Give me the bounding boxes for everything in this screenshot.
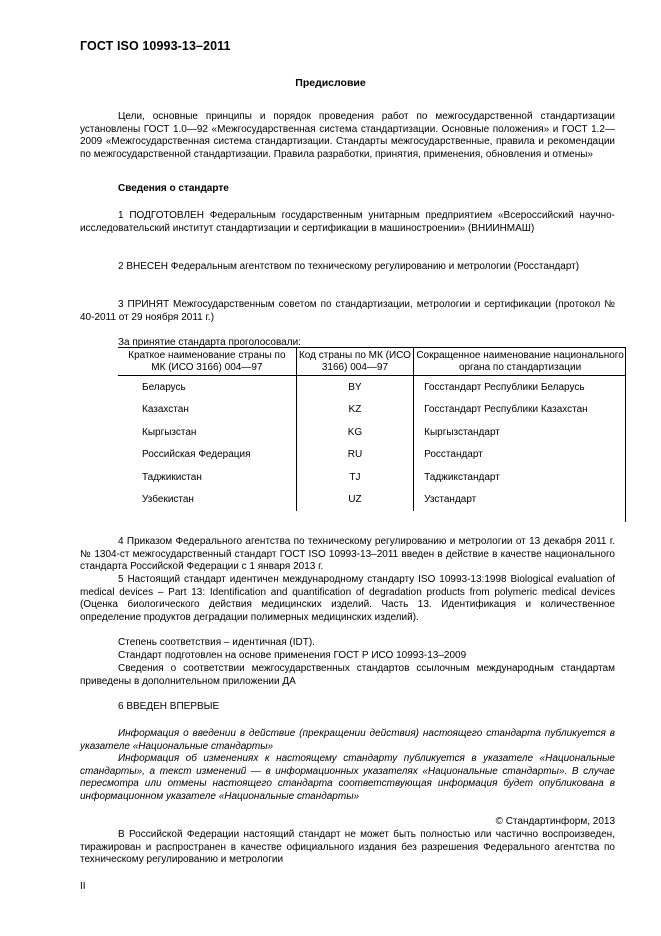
info-introduction: Информация о введении в действие (прекращении действия) настоящего стандарта публикуется в указателе «Национальные стандарты»: [80, 728, 615, 752]
cell-code: UZ: [296, 489, 413, 512]
table-row: [118, 399, 626, 422]
cell-body: Кыргызстандарт: [414, 421, 626, 444]
item-3-adopted: 3 ПРИНЯТ Межгосударственным советом по стандартизации, метрологии и сертификации (протокол № 40-2011 от 29 ноября 2011 г.): [80, 299, 615, 323]
copyright-notice: © Стандартинформ, 2013: [495, 816, 615, 827]
voting-countries-table: [118, 347, 626, 511]
item-4-order: 4 Приказом Федерального агентства по техническому регулированию и метрологии от 13 декабря 2011 г. № 1304-ст межгосударственный стандарт ГОСТ ISO 10993-13–2011 введен в действие в качестве национального стандарта Российской Федерации с 1 января 2013 г.: [80, 536, 615, 573]
item-1-prepared: 1 ПОДГОТОВЛЕН Федеральным государственным унитарным предприятием «Всероссийский научно-исследовательский институт стандартизации и сертификации в машиностроении» (ВНИИНМАШ): [80, 210, 615, 234]
vote-caption: За принятие стандарта проголосовали:: [118, 337, 301, 348]
degree-of-conformity: Степень соответствия – идентичная (IDT).: [118, 637, 315, 648]
cell-body: Госстандарт Республики Казахстан: [414, 399, 626, 422]
cell-code: TJ: [296, 466, 413, 489]
reproduction-rights: В Российской Федерации настоящий стандарт не может быть полностью или частично воспроизведен, тиражирован и распространен в качестве официального издания без разрешения Федерального агентства по техническому регулированию и метрологии: [80, 829, 615, 866]
table-row: [118, 444, 626, 467]
cell-country: Российская Федерация: [142, 449, 251, 461]
cell-code: RU: [296, 444, 413, 467]
cell-code: BY: [296, 376, 413, 399]
item-2-submitted: 2 ВНЕСЕН Федеральным агентством по техническому регулированию и метрологии (Росстандарт): [118, 261, 580, 272]
table-row: [118, 376, 626, 399]
document-code-header: ГОСТ ISO 10993-13–2011: [80, 39, 231, 53]
table-header-row: [118, 348, 626, 376]
header-country-name: Краткое наименование страны по МК (ИСО 3166) 004—97: [118, 348, 296, 376]
header-national-body: Сокращенное наименование национального органа по стандартизации: [414, 348, 626, 376]
preface-intro: Цели, основные принципы и порядок проведения работ по межгосударственной стандартизации установлены ГОСТ 1.0—92 «Межгосударственная система стандартизации. Основные положения» и ГОСТ 1.2—2009 «Межгосударственная система стандартизации. Стандарты межгосударственные, правила и рекомендации по межгосударственной стандартизации. Правила разработки, принятия, применения, обновления и отмены»: [80, 111, 615, 160]
page-number: II: [80, 881, 86, 892]
item-5-identical: 5 Настоящий стандарт идентичен международному стандарту ISO 10993-13:1998 Biological evaluation of medical devices – Part 13: Identification and quantification of degradation products from polymeric medical devices (Оценка биологического действия медицинских изделий. Часть 13. Идентификация и количественное определение продуктов деградации полимерных медицинских изделий).: [80, 574, 615, 623]
preface-title: Предисловие: [295, 77, 366, 89]
cell-country: Казахстан: [142, 404, 189, 416]
item-6-introduced: 6 ВВЕДЕН ВПЕРВЫЕ: [118, 701, 220, 712]
cell-body: Таджикстандарт: [414, 466, 626, 489]
info-changes: Информация об изменениях к настоящему стандарту публикуется в указателе «Национальные стандарты», а текст изменений — в информационных указателях «Национальные стандарты». В случае пересмотра или отмены настоящего стандарта соответствующая информация будет опубликована в информационном указателе «Национальные стандарты»: [80, 753, 615, 802]
cell-country: Узбекистан: [142, 494, 194, 506]
cell-code: KZ: [296, 399, 413, 422]
header-country-code: Код страны по МК (ИСО 3166) 004—97: [296, 348, 413, 376]
references-info: Сведения о соответствии межгосударственных стандартов ссылочным международным стандартам приведены в дополнительном приложении ДА: [80, 663, 615, 687]
cell-country: Беларусь: [142, 381, 186, 393]
table-row: [118, 421, 626, 444]
table-row: [118, 466, 626, 489]
cell-body: Росстандарт: [414, 444, 626, 467]
section-title-about-standard: Сведения о стандарте: [118, 183, 229, 194]
cell-code: KG: [296, 421, 413, 444]
table-right-border: [625, 347, 626, 522]
table-row: [118, 489, 626, 512]
prepared-on-basis: Стандарт подготовлен на основе применения ГОСТ Р ИСО 10993-13–2009: [118, 650, 467, 661]
cell-country: Кыргызстан: [142, 426, 197, 438]
cell-country: Таджикистан: [142, 471, 202, 483]
cell-body: Госстандарт Республики Беларусь: [414, 376, 626, 399]
cell-body: Узстандарт: [414, 489, 626, 512]
